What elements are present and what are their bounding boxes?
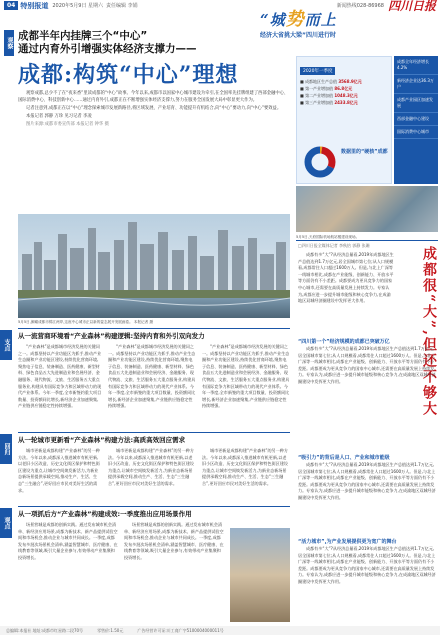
article-byline: □四川日报全媒体记者 李秋怡 郭静 张珊 <box>298 243 370 248</box>
right-subhead: “四川第一个”经济规模的成都已突破万亿 <box>298 339 390 345</box>
section-body: 场景营城是成都的创新实践。通过发布城市机会清单、新经济应用场景,成都为新技术、新产品提供试验空间和市场机会,推动企业与城市共同成长。一季度,成都发布多批次场景机会清单,涵盖智慧城市、医疗健康、在线教育等领域,吸引大量企业参与,有效带动产业集聚和投资增长。 <box>18 522 118 560</box>
sub-headline: 通过内育外引增强实体经济支撑力—— <box>18 43 197 55</box>
lead-paragraph: 观察成都,总少不了在“夜来香”里读成都的“中心”故事。今年以来,成都市以国家中心城市建设为牵引,在全国率先挂牌组建了西部金融中心、国际消费中心、科技创新中心……通过内育外引,成都正在不断增强实体经济支撑力,努力在服务全国发展大局中彰显更大作为。 <box>18 91 289 103</box>
section-divider <box>18 506 290 507</box>
series-subtitle: 经济大省挑大梁”四川进行时 <box>260 32 336 39</box>
section-name: 特别报道 <box>20 1 49 10</box>
lead-byline: 图片来源:成都市委宣传部 本报记者 钟华 摄 <box>26 122 109 127</box>
right-subhead: “活力城市”,为产业发展提供更为宽广的舞台 <box>298 539 397 545</box>
section-title: 从一轮城市更新看“产业森林”构建方法:高质高效回应需求 <box>18 436 186 444</box>
footer-address: 总编辑:本报社 地址:成都市红星路二段70号 <box>6 627 84 633</box>
tower-photo <box>230 528 290 622</box>
highlight-item: 国际消费中心城市 <box>394 126 438 139</box>
data-row: ■ 第三产业增加值 2433.8亿元 <box>300 100 358 105</box>
section-divider <box>296 240 438 241</box>
footer-bar <box>0 626 440 635</box>
lead-paragraph: 本报记者 郭静 万珍 见习记者 李凌 <box>26 114 92 119</box>
right-article-body: 成都有多“大”?从经济总量看,2019年成都地区生产总值达到1.7万亿元,居全国城市第七位;从人口规模看,成都常住人口超过1600万人。但是,与北上广深等一线城市相比,成都在产业能级、创新能力、开放水平等方面仍有不小差距。成都要成为更具竞争力的国家中心城市,还需要在高质量发展上持续发力。专家认为,成都应进一步提升城市能级和核心竞争力,在成渝地区双城经济圈建设中发挥更大作用。 <box>298 252 394 304</box>
lead-body <box>18 90 290 210</box>
highlights-sidebar <box>394 56 438 184</box>
section-heading <box>18 435 290 444</box>
donut-chart <box>303 145 337 183</box>
lead-label: 观察 <box>4 30 14 56</box>
construction-photo <box>296 186 438 239</box>
section-body: 城市更新是成都构建“产业森林”的另一种方法。今年以来,成都深入推进城市有机更新,以老旧小区改造、历史文化街区保护和特色街区建设为重点,让城市空间焕发新活力,为新业态新场景提供承载空间,推动生产、生活、生态“三生融合”,更好回应市民对美好生活的需求。 <box>202 448 288 486</box>
section-body: “产业森林”是成都城市经济发展的关键词之一。成都坚持以产业功能区为抓手,推动产业生态圈和产业功能区建设,持续优化营商环境,聚焦电子信息、装备制造、医药健康、新型材料、绿色食品五大先进制造业和会展经济、金融服务、现代物流、文旅、生活服务五大重点服务业,构建具有国际竞争力和区域带动力的现代产业体系。今年一季度,全市新签约重大项目数量、投资额同比增长,新经济企业加速聚集,产业链供应链稳定性持续增强。 <box>108 344 196 409</box>
kicker-headline: 成都半年内挂牌三个“中心” <box>18 30 148 42</box>
highlight-item: 成都全年经济增长4.2% <box>394 56 438 75</box>
right-article-body: 成都有多“大”?从经济总量看,2019年成都地区生产总值达到1.7万亿元,居全国城市第七位;从人口规模看,成都常住人口超过1600万人。但是,与北上广深等一线城市相比,成都在产业能级、创新能力、开放水平等方面仍有不小差距。成都要成为更具竞争力的国家中心城市,还需要在高质量发展上持续发力。专家认为,成都应进一步提升城市能级和核心竞争力,在成渝地区双城经济圈建设中发挥更大作用。 <box>298 462 436 500</box>
data-row: ■ 第二产业增加值 1048.3亿元 <box>300 93 358 98</box>
data-card-header: 2020年一季度 <box>300 67 335 75</box>
highlight-item: 西部金融中心建设 <box>394 113 438 126</box>
section-divider <box>18 328 290 329</box>
right-article-body: 成都有多“大”?从经济总量看,2019年成都地区生产总值达到1.7万亿元,居全国城市第七位;从人口规模看,成都常住人口超过1600万人。但是,与北上广深等一线城市相比,成都在产业能级、创新能力、开放水平等方面仍有不小差距。成都要成为更具竞争力的国家中心城市,还需要在高质量发展上持续发力。专家认为,成都应进一步提升城市能级和核心竞争力,在成渝地区双城经济圈建设中发挥更大作用。 <box>298 346 436 384</box>
masthead-logo: 四川日报 <box>387 0 436 13</box>
footer-price: 零售价:1.50元 <box>97 627 124 633</box>
section-heading <box>18 509 290 518</box>
data-row: ■ 成都地区生产总值 3568.9亿元 <box>300 79 362 84</box>
right-subhead: “吸引力”的背后是人口、产业和城市能级 <box>298 455 390 461</box>
side-tag: 观点 <box>0 508 12 538</box>
photo-caption: 5月5日,俯瞰成都市锦江两岸,这座中心城市正以新的姿态展开发展画卷。 本报记者 摄 <box>18 320 153 324</box>
section-title: 从一项抓后方“产业森林”构建成效:一季度推出应用场景作用 <box>18 510 192 518</box>
side-tag: 回归 <box>0 434 12 464</box>
issue-date: 2020年5月9日 星期六 <box>52 3 104 9</box>
series-banner <box>260 10 380 48</box>
footer-license: 广告经营许可证:川工商广字5100004000011号 <box>137 627 224 633</box>
data-card <box>296 56 392 184</box>
main-title: 成都:构筑“中心”理想 <box>18 62 239 88</box>
lead-paragraph: 记者注意到,成都正在以“中心”理念探索城市发展新路径,将区域发展、产业培育、功能提升有机结合,向“中心”要动力,向“中心”要效益。 <box>26 106 282 111</box>
section-body: “产业森林”是成都城市经济发展的关键词之一。成都坚持以产业功能区为抓手,推动产业生态圈和产业功能区建设,持续优化营商环境,聚焦电子信息、装备制造、医药健康、新型材料、绿色食品五大先进制造业和会展经济、金融服务、现代物流、文旅、生活服务五大重点服务业,构建具有国际竞争力和区域带动力的现代产业体系。今年一季度,全市新签约重大项目数量、投资额同比增长,新经济企业加速聚集,产业链供应链稳定性持续增强。 <box>18 344 102 409</box>
right-article-body: 成都有多“大”?从经济总量看,2019年成都地区生产总值达到1.7万亿元,居全国城市第七位;从人口规模看,成都常住人口超过1600万人。但是,与北上广深等一线城市相比,成都在产业能级、创新能力、开放水平等方面仍有不小差距。成都要成为更具竞争力的国家中心城市,还需要在高质量发展上持续发力。专家认为,成都应进一步提升城市能级和核心竞争力,在成渝地区双城经济圈建设中发挥更大作用。 <box>298 546 436 584</box>
section-body: 城市更新是成都构建“产业森林”的另一种方法。今年以来,成都深入推进城市有机更新,以老旧小区改造、历史文化街区保护和特色街区建设为重点,让城市空间焕发新活力,为新业态新场景提供承载空间,推动生产、生活、生态“三生融合”,更好回应市民对美好生活的需求。 <box>108 448 194 486</box>
data-row: ■ 第一产业增加值 86.8亿元 <box>300 86 353 91</box>
section-body: 场景营城是成都的创新实践。通过发布城市机会清单、新经济应用场景,成都为新技术、新产品提供试验空间和市场机会,推动企业与城市共同成长。一季度,成都发布多批次场景机会清单,涵盖智慧城市、医疗健康、在线教育等领域,吸引大量企业参与,有效带动产业集聚和投资增长。 <box>124 522 224 560</box>
section-body: “产业森林”是成都城市经济发展的关键词之一。成都坚持以产业功能区为抓手,推动产业生态圈和产业功能区建设,持续优化营商环境,聚焦电子信息、装备制造、医药健康、新型材料、绿色食品五大先进制造业和会展经济、金融服务、现代物流、文旅、生活服务五大重点服务业,构建具有国际竞争力和区域带动力的现代产业体系。今年一季度,全市新签约重大项目数量、投资额同比增长,新经济企业加速聚集,产业链供应链稳定性持续增强。 <box>202 344 290 409</box>
series-logo: “城势而上 <box>260 9 337 30</box>
editor-credit: 责任编辑 李娟 <box>106 3 138 9</box>
section-divider <box>18 432 290 433</box>
right-article-title: 成都很“大”,但还不够大 <box>421 246 437 417</box>
section-heading <box>18 331 290 340</box>
city-skyline-photo <box>18 214 290 324</box>
highlight-item: 新经济企业达36.3万户 <box>394 75 438 94</box>
data-card-note: 数据里的“硬核”成都 <box>341 149 388 155</box>
side-tag: 支点 <box>0 330 12 360</box>
skyline-image <box>18 214 290 318</box>
section-title: 从一流营商环境看“产业森林”构建逻辑:坚持内育和外引双向发力 <box>18 332 205 340</box>
section-body: 城市更新是成都构建“产业森林”的另一种方法。今年以来,成都深入推进城市有机更新,以老旧小区改造、历史文化街区保护和特色街区建设为重点,让城市空间焕发新活力,为新业态新场景提供承载空间,推动生产、生活、生态“三生融合”,更好回应市民对美好生活的需求。 <box>18 448 100 493</box>
page-number: 04 <box>4 1 18 10</box>
highlight-item: 成都产业园区加速发展 <box>394 94 438 113</box>
photo-caption: 5月5日,天府国际机场航站楼建设现场。 <box>296 235 360 239</box>
hotline: 新闻热线028-86968 <box>336 3 384 9</box>
